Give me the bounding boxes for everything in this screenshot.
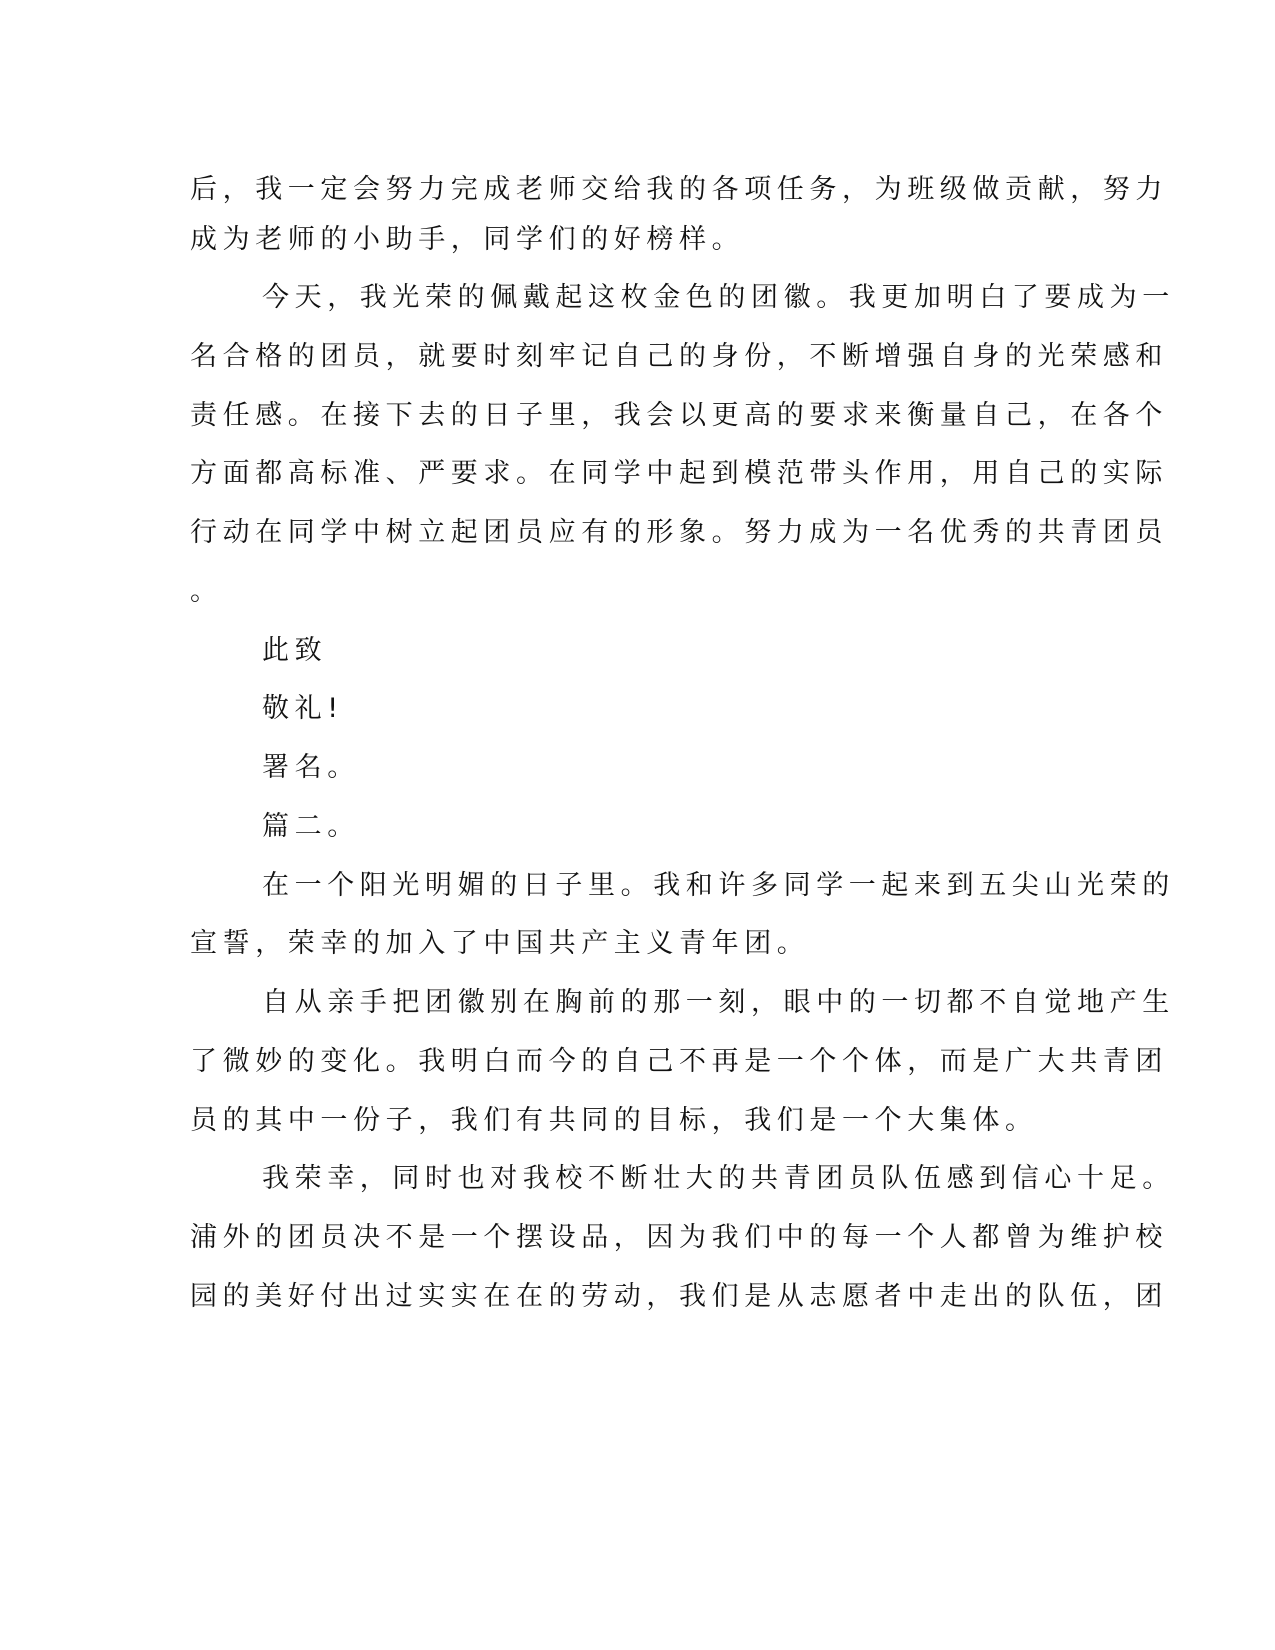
text-line: 。 — [190, 576, 223, 607]
text-line: 方面都高标准、严要求。在同学中起到模范带头作用，用自己的实际 — [190, 458, 1168, 489]
signature-line: 署名。 — [262, 752, 360, 783]
text-line: 园的美好付出过实实在在的劳动，我们是从志愿者中走出的队伍，团 — [190, 1281, 1168, 1312]
paragraph-start-line: 在一个阳光明媚的日子里。我和许多同学一起来到五尖山光荣的 — [262, 870, 1175, 901]
text-line: 浦外的团员决不是一个摆设品，因为我们中的每一个人都曾为维护校 — [190, 1222, 1168, 1253]
paragraph-start-line: 今天，我光荣的佩戴起这枚金色的团徽。我更加明白了要成为一 — [262, 282, 1175, 313]
text-line: 员的其中一份子，我们有共同的目标，我们是一个大集体。 — [190, 1105, 1038, 1136]
text-line: 名合格的团员，就要时刻牢记自己的身份，不断增强自身的光荣感和 — [190, 341, 1168, 372]
section-heading: 篇二。 — [262, 811, 360, 842]
text-line: 成为老师的小助手，同学们的好榜样。 — [190, 224, 745, 255]
text-line: 行动在同学中树立起团员应有的形象。努力成为一名优秀的共青团员 — [190, 517, 1168, 548]
paragraph-start-line: 自从亲手把团徽别在胸前的那一刻，眼中的一切都不自觉地产生 — [262, 987, 1175, 1018]
text-line: 后，我一定会努力完成老师交给我的各项任务，为班级做贡献，努力 — [190, 174, 1168, 205]
closing-line: 敬礼! — [262, 693, 344, 724]
text-line: 宣誓，荣幸的加入了中国共产主义青年团。 — [190, 928, 810, 959]
text-line: 责任感。在接下去的日子里，我会以更高的要求来衡量自己，在各个 — [190, 400, 1168, 431]
paragraph-start-line: 我荣幸，同时也对我校不断壮大的共青团员队伍感到信心十足。 — [262, 1163, 1175, 1194]
closing-line: 此致 — [262, 635, 328, 666]
text-line: 了微妙的变化。我明白而今的自己不再是一个个体，而是广大共青团 — [190, 1046, 1168, 1077]
